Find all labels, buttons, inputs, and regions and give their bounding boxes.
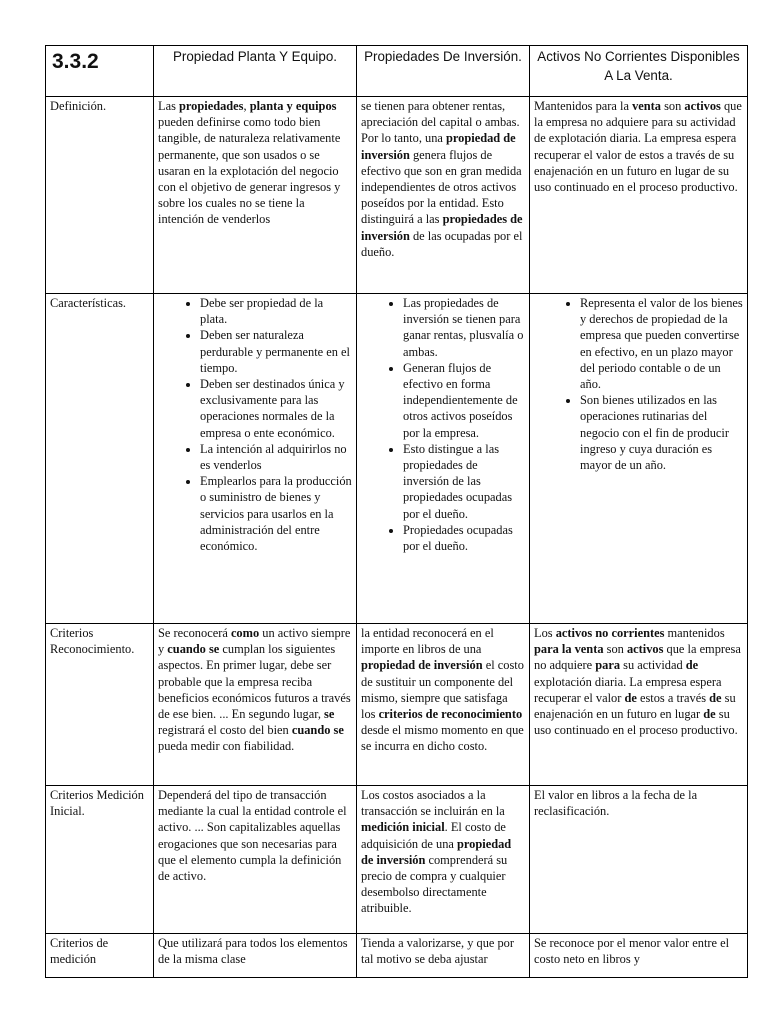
list-item: • Representa el valor de los bienes y derechos de propiedad de la empresa que pueden convertirse en efectivo, en un plazo mayor del periodo contable o de un año. bbox=[580, 295, 743, 392]
list-item: • Generan flujos de efectivo en forma independientemente de otros activos poseídos por la empresa. bbox=[403, 360, 525, 441]
cell-text: Se reconocerá como un activo siempre y cuando se cumplan los siguientes aspectos. En primer lugar, debe ser probable que la empresa reciba beneficios económicos futuros a través de ese bien. ... En segundo lugar, se registrará el costo del bien cuando se pueda medir con fiabilidad. bbox=[154, 624, 357, 786]
bullet-list bbox=[361, 295, 525, 554]
row-label: Definición. bbox=[46, 97, 154, 294]
list-item: • Son bienes utilizados en las operaciones rutinarias del negocio con el fin de producir ingreso y cuya duración es mayor de un año. bbox=[580, 392, 743, 473]
cell-text: Dependerá del tipo de transacción mediante la cual la entidad controle el activo. ... Son capitalizables aquellas erogaciones que son necesarias para que el elemento cumpla la definición de activo. bbox=[154, 786, 357, 934]
comparison-table bbox=[45, 45, 748, 978]
row-label: Criterios Medición Inicial. bbox=[46, 786, 154, 934]
cell-text: Se reconoce por el menor valor entre el costo neto en libros y bbox=[530, 934, 748, 978]
list-item: • Deben ser destinados única y exclusivamente para las operaciones normales de la empresa o ente económico. bbox=[200, 376, 352, 441]
row-label: Criterios Reconocimiento. bbox=[46, 624, 154, 786]
row-caracteristicas bbox=[46, 294, 748, 624]
row-definicion bbox=[46, 97, 748, 294]
list-item: • Debe ser propiedad de la plata. bbox=[200, 295, 352, 327]
cell-text: Mantenidos para la venta son activos que la empresa no adquiere para su actividad de explotación diaria. La empresa espera recuperar el valor de estos a través de su enajenación en un futuro en lugar de su uso continuado en el proceso productivo. bbox=[530, 97, 748, 294]
cell-text: la entidad reconocerá en el importe en libros de una propiedad de inversión el costo de sustituir un componente del mismo, siempre que satisfaga los criterios de reconocimiento desde el mismo momento en que se incurra en dicho costo. bbox=[357, 624, 530, 786]
list-item: • Las propiedades de inversión se tienen para ganar rentas, plusvalía o ambas. bbox=[403, 295, 525, 360]
cell-text: El valor en libros a la fecha de la reclasificación. bbox=[530, 786, 748, 934]
bullet-list bbox=[158, 295, 352, 554]
cell-text: Que utilizará para todos los elementos de la misma clase bbox=[154, 934, 357, 978]
row-criterios-reconocimiento bbox=[46, 624, 748, 786]
cell-list bbox=[530, 294, 748, 624]
bullet-list bbox=[534, 295, 743, 473]
header-investment-property: Propiedades De Inversión. bbox=[357, 46, 530, 97]
cell-text: Los costos asociados a la transacción se incluirán en la medición inicial. El costo de adquisición de una propiedad de inversión comprenderá su precio de compra y cualquier desembolso directamente atribuible. bbox=[357, 786, 530, 934]
section-number: 3.3.2 bbox=[46, 46, 154, 97]
row-label: Criterios de medición bbox=[46, 934, 154, 978]
list-item: • Deben ser naturaleza perdurable y permanente en el tiempo. bbox=[200, 327, 352, 376]
header-non-current-assets: Activos No Corrientes Disponibles A La Venta. bbox=[530, 46, 748, 97]
list-item: • La intención al adquirirlos no es venderlos bbox=[200, 441, 352, 473]
header-row bbox=[46, 46, 748, 97]
cell-text: Tienda a valorizarse, y que por tal motivo se deba ajustar bbox=[357, 934, 530, 978]
cell-text: se tienen para obtener rentas, apreciación del capital o ambas. Por lo tanto, una propiedad de inversión genera flujos de efectivo que son en gran medida independientes de otros activos poseídos por la entidad. Esto distinguirá a las propiedades de inversión de las ocupadas por el dueño. bbox=[357, 97, 530, 294]
list-item: • Emplearlos para la producción o suministro de bienes y servicios para usarlos en la administración del entre económico. bbox=[200, 473, 352, 554]
cell-text: Las propiedades, planta y equipos pueden definirse como todo bien tangible, de naturaleza relativamente permanente, que son usados o se usaran en la explotación del negocio con el objetivo de generar ingresos y sobre los cuales no se tiene la intención de venderlos bbox=[154, 97, 357, 294]
row-criterios-medicion bbox=[46, 934, 748, 978]
row-criterios-medicion-inicial bbox=[46, 786, 748, 934]
cell-text: Los activos no corrientes mantenidos para la venta son activos que la empresa no adquiere para su actividad de explotación diaria. La empresa espera recuperar el valor de estos a través de su enajenación en un futuro en lugar de su uso continuado en el proceso productivo. bbox=[530, 624, 748, 786]
cell-list bbox=[154, 294, 357, 624]
list-item: • Esto distingue a las propiedades de inversión de las propiedades ocupadas por el dueño. bbox=[403, 441, 525, 522]
row-label: Características. bbox=[46, 294, 154, 624]
header-ppe: Propiedad Planta Y Equipo. bbox=[154, 46, 357, 97]
cell-list bbox=[357, 294, 530, 624]
list-item: • Propiedades ocupadas por el dueño. bbox=[403, 522, 525, 554]
